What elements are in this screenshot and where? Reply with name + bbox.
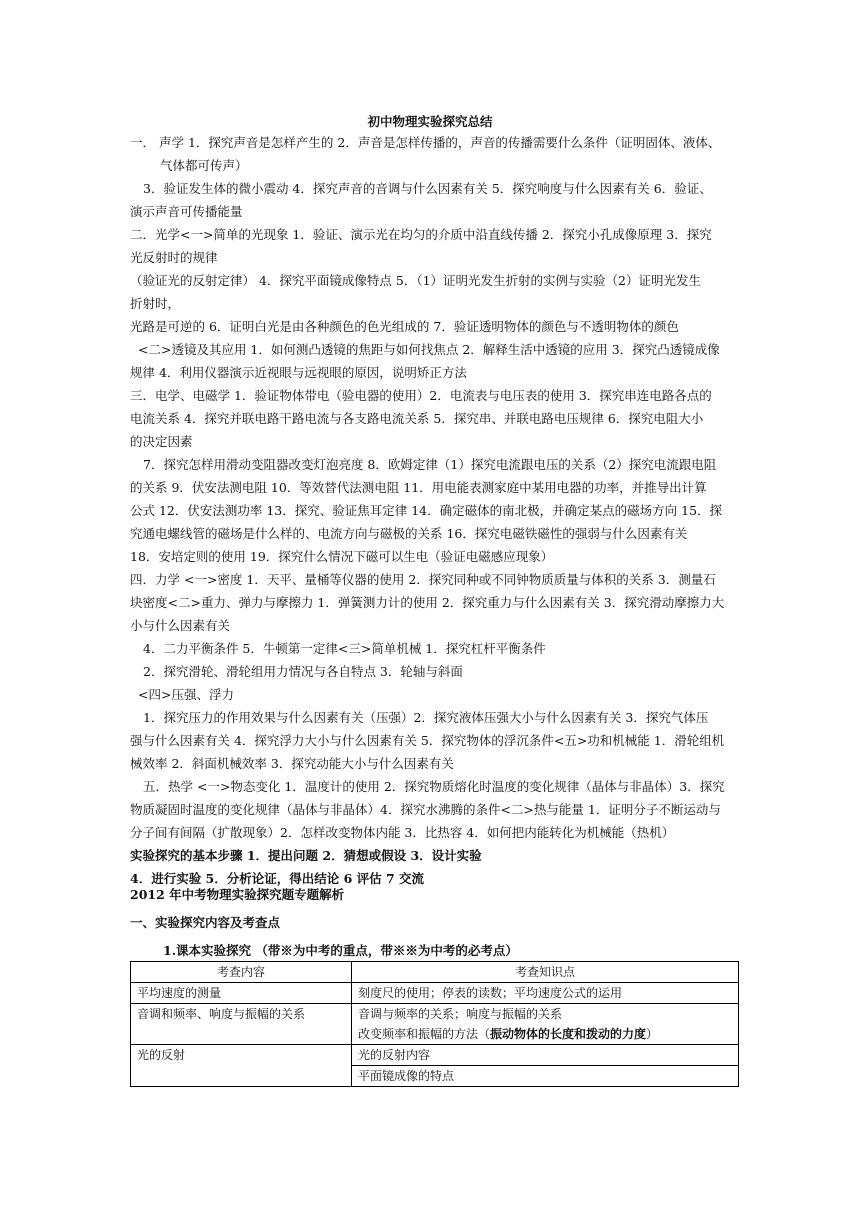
summary-body: [130, 131, 740, 890]
text-line: <四>压强、浮力: [138, 687, 234, 702]
text-line: <二>透镜及其应用 1．如何测凸透镜的焦距与如何找焦点 2．解释生活中透镜的应用 3．探究凸透镜成像: [138, 342, 720, 357]
text-line: 2．探究滑轮、滑轮组用力情况与各自特点 3．轮轴与斜面: [143, 664, 463, 679]
text-line: 公式 12．伏安法测功率 13．探究、验证焦耳定律 14．确定磁体的南北极，并确定某点的磁场方向 15．探: [130, 503, 723, 518]
cell-line: 音调与频率的关系；响度与振幅的关系: [358, 1007, 563, 1021]
text-line: 实验探究的基本步骤 1．提出问题 2．猜想或假设 3．设计实验: [130, 848, 482, 863]
table-cell: [352, 1004, 739, 1045]
header-cell: 考查内容: [131, 962, 352, 983]
text-line: 物质凝固时温度的变化规律（晶体与非晶体）4．探究水沸腾的条件<二>热与能量 1．证明分子不断运动与: [130, 802, 721, 817]
table-cell: 平均速度的测量: [131, 983, 352, 1004]
table-cell: 光的反射: [131, 1045, 352, 1066]
text-line: 3．验证发生体的微小震动 4．探究声音的音调与什么因素有关 5．探究响度与什么因素有关 6．验证、: [143, 181, 712, 196]
text-line: 电流关系 4．探究并联电路干路电流与各支路电流关系 5．探究串、并联电路电压规律 6．探究电阻大小: [130, 411, 704, 426]
text-line: 三．电学、电磁学 1．验证物体带电（验电器的使用）2．电流表与电压表的使用 3．探究串连电路各点的: [130, 388, 712, 403]
cell-text: 改变频率和振幅的方法（: [358, 1027, 491, 1041]
text-line: 的决定因素: [130, 434, 193, 449]
text-line: 4．进行实验 5．分析论证，得出结论 6 评估 7 交流: [130, 871, 425, 886]
text-line: 究通电螺线管的磁场是什么样的、电流方向与磁极的关系 16．探究电磁铁磁性的强弱与什么因素有关: [130, 526, 688, 541]
cell-line: [358, 1024, 732, 1044]
text-line: 1．探究压力的作用效果与什么因素有关（压强）2．探究液体压强大小与什么因素有关 3．探究气体压: [143, 710, 709, 725]
text-line: 械效率 2．斜面机械效率 3．探究动能大小与什么因素有关: [130, 756, 454, 771]
table-row: [131, 1066, 739, 1087]
cell-text: ）: [646, 1027, 659, 1041]
subsection-title: 一、实验探究内容及考查点: [130, 915, 281, 930]
table-row: [131, 983, 739, 1004]
table-caption: 1.课本实验探究 （带※为中考的重点，带※※为中考的必考点）: [163, 943, 518, 958]
text-line: 的关系 9．伏安法测电阻 10．等效替代法测电阻 11．用电能表测家庭中某用电器的功率，并推导出计算: [130, 480, 707, 495]
text-line: 气体都可传声）: [160, 158, 248, 173]
table-cell: 音调和频率、响度与振幅的关系: [131, 1004, 352, 1045]
text-line: 小与什么因素有关: [130, 618, 231, 633]
text-line: 光反射时的规律: [130, 250, 218, 265]
text-line: 四．力学 <一>密度 1．天平、量桶等仪器的使用 2．探究同种或不同钟物质质量与体积的关系 3．测量石: [130, 572, 716, 587]
text-line: 规律 4．利用仪器演示近视眼与远视眼的原因，说明矫正方法: [130, 365, 467, 380]
document-title: 初中物理实验探究总结: [367, 114, 493, 129]
section-title: 2012 年中考物理实验探究题专题解析: [130, 887, 345, 902]
text-line: 光路是可逆的 6．证明白光是由各种颜色的色光组成的 7．验证透明物体的颜色与不透明物体的颜色: [130, 319, 679, 334]
text-line: 五．热学 <一>物态变化 1．温度计的使用 2．探究物质熔化时温度的变化规律（晶体与非晶体）3．探究: [143, 779, 725, 794]
text-line: 7．探究怎样用滑动变阻器改变灯泡亮度 8．欧姆定律（1）探究电流跟电压的关系（2）探究电流跟电阻: [143, 457, 717, 472]
table-cell: 刻度尺的使用；停表的读数；平均速度公式的运用: [352, 983, 739, 1004]
text-line: 演示声音可传播能量: [130, 204, 243, 219]
text-line: 块密度<二>重力、弹力与摩擦力 1．弹簧测力计的使用 2．探究重力与什么因素有关 3．探究滑动摩擦力大: [130, 595, 725, 610]
table-cell: [131, 1066, 352, 1087]
table-row: [131, 1045, 739, 1066]
table-cell: 光的反射内容: [352, 1045, 739, 1066]
table-cell: 平面镜成像的特点: [352, 1066, 739, 1087]
exam-points-table: [130, 961, 739, 1087]
table-header-row: [131, 962, 739, 983]
text-line: 强与什么因素有关 4．探究浮力大小与什么因素有关 5．探究物体的浮沉条件<五>功和机械能 1．滑轮组机: [130, 733, 725, 748]
cell-bold-text: 振动物体的长度和拨动的力度: [490, 1027, 647, 1041]
text-line: 一． 声学 1．探究声音是怎样产生的 2．声音是怎样传播的，声音的传播需要什么条件（证明固体、液体、: [130, 135, 721, 150]
text-line: 二．光学<一>简单的光现象 1．验证、演示光在均匀的介质中沿直线传播 2．探究小孔成像原理 3．探究: [130, 227, 712, 242]
text-line: （验证光的反射定律） 4．探究平面镜成像特点 5．（1）证明光发生折射的实例与实验（2）证明光发生: [130, 273, 702, 288]
table-row: [131, 1004, 739, 1045]
header-cell: 考查知识点: [352, 962, 739, 983]
text-line: 分子间有间隔（扩散现象）2．怎样改变物体内能 3．比热容 4．如何把内能转化为机械能（热机）: [130, 825, 675, 840]
text-line: 18．安培定则的使用 19．探究什么情况下磁可以生电（验证电磁感应现象）: [130, 549, 554, 564]
text-line: 4．二力平衡条件 5．牛顿第一定律<三>简单机械 1．探究杠杆平衡条件: [143, 641, 546, 656]
text-line: 折射时，: [130, 296, 181, 311]
